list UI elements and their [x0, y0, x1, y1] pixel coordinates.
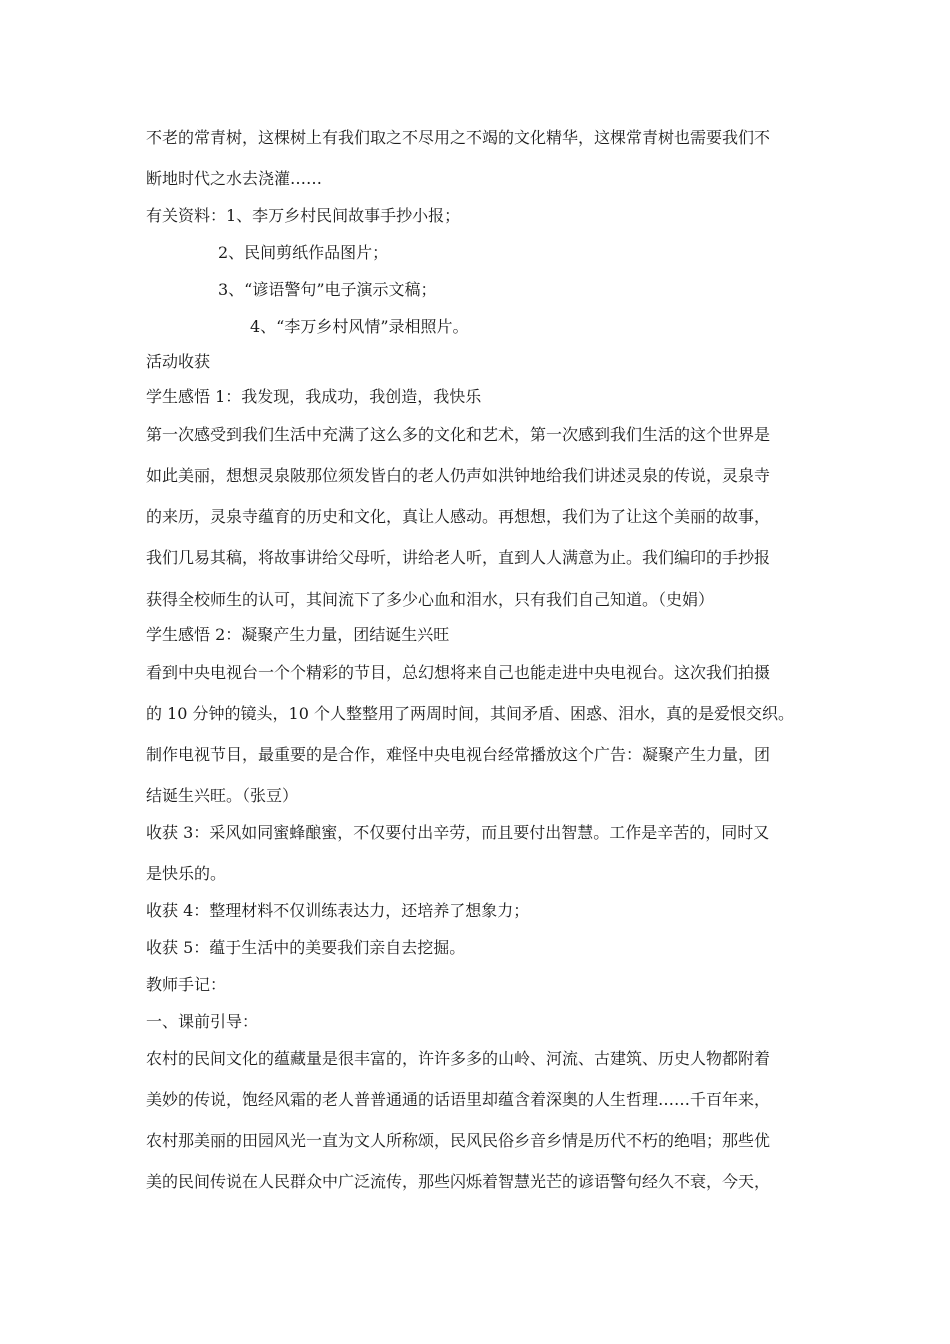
text-line: 我们几易其稿，将故事讲给父母听，讲给老人听，直到人人满意为止。我们编印的手抄报 — [146, 548, 771, 567]
text-line: 结诞生兴旺。（张豆） — [146, 786, 299, 805]
section-heading: 活动收获 — [146, 352, 211, 371]
text-line: 断地时代之水去浇灌…… — [146, 169, 323, 188]
text-line: 不老的常青树，这棵树上有我们取之不尽用之不竭的文化精华，这棵常青树也需要我们不 — [146, 128, 771, 147]
section-heading: 教师手记： — [146, 975, 227, 994]
text-line: 美的民间传说在人民群众中广泛流传，那些闪烁着智慧光芒的谚语警句经久不衰，今天， — [146, 1172, 771, 1191]
list-item: 3、“谚语警句”电子演示文稿； — [218, 280, 437, 299]
text-line: 有关资料：1、李万乡村民间故事手抄小报； — [146, 206, 461, 225]
text-line: 农村那美丽的田园风光一直为文人所称颂，民风民俗乡音乡情是历代不朽的绝唱；那些优 — [146, 1131, 771, 1150]
text-line: 收获 5：蕴于生活中的美要我们亲自去挖掘。 — [146, 938, 466, 957]
text-line: 美妙的传说，饱经风霜的老人普普通通的话语里却蕴含着深奥的人生哲理……千百年来， — [146, 1090, 771, 1109]
list-item: 4、“李万乡村风情”录相照片。 — [250, 317, 469, 336]
subheading: 一、课前引导： — [146, 1012, 259, 1031]
text-line: 收获 4：整理材料不仅训练表达力，还培养了想象力； — [146, 901, 530, 920]
text-line: 农村的民间文化的蕴藏量是很丰富的，许许多多的山岭、河流、古建筑、历史人物都附着 — [146, 1049, 771, 1068]
text-line: 的 10 分钟的镜头，10 个人整整用了两周时间，其间矛盾、困惑、泪水，真的是爱恨交织。 — [146, 704, 794, 723]
text-line: 制作电视节目，最重要的是合作，难怪中央电视台经常播放这个广告：凝聚产生力量，团 — [146, 745, 771, 764]
text-line: 获得全校师生的认可，其间流下了多少心血和泪水，只有我们自己知道。（史娟） — [146, 590, 715, 609]
text-line: 收获 3：采风如同蜜蜂酿蜜，不仅要付出辛劳，而且要付出智慧。工作是辛苦的，同时又 — [146, 823, 770, 842]
text-line: 看到中央电视台一个个精彩的节目，总幻想将来自己也能走进中央电视台。这次我们拍摄 — [146, 663, 771, 682]
text-line: 第一次感受到我们生活中充满了这么多的文化和艺术，第一次感到我们生活的这个世界是 — [146, 425, 771, 444]
text-line: 是快乐的。 — [146, 864, 227, 883]
subheading: 学生感悟 1：我发现，我成功，我创造，我快乐 — [146, 387, 482, 406]
text-line: 如此美丽，想想灵泉陂那位须发皆白的老人仍声如洪钟地给我们讲述灵泉的传说，灵泉寺 — [146, 466, 771, 485]
list-item: 2、民间剪纸作品图片； — [218, 243, 389, 262]
text-line: 的来历，灵泉寺蕴育的历史和文化，真让人感动。再想想，我们为了让这个美丽的故事， — [146, 507, 771, 526]
subheading: 学生感悟 2：凝聚产生力量，团结诞生兴旺 — [146, 625, 450, 644]
